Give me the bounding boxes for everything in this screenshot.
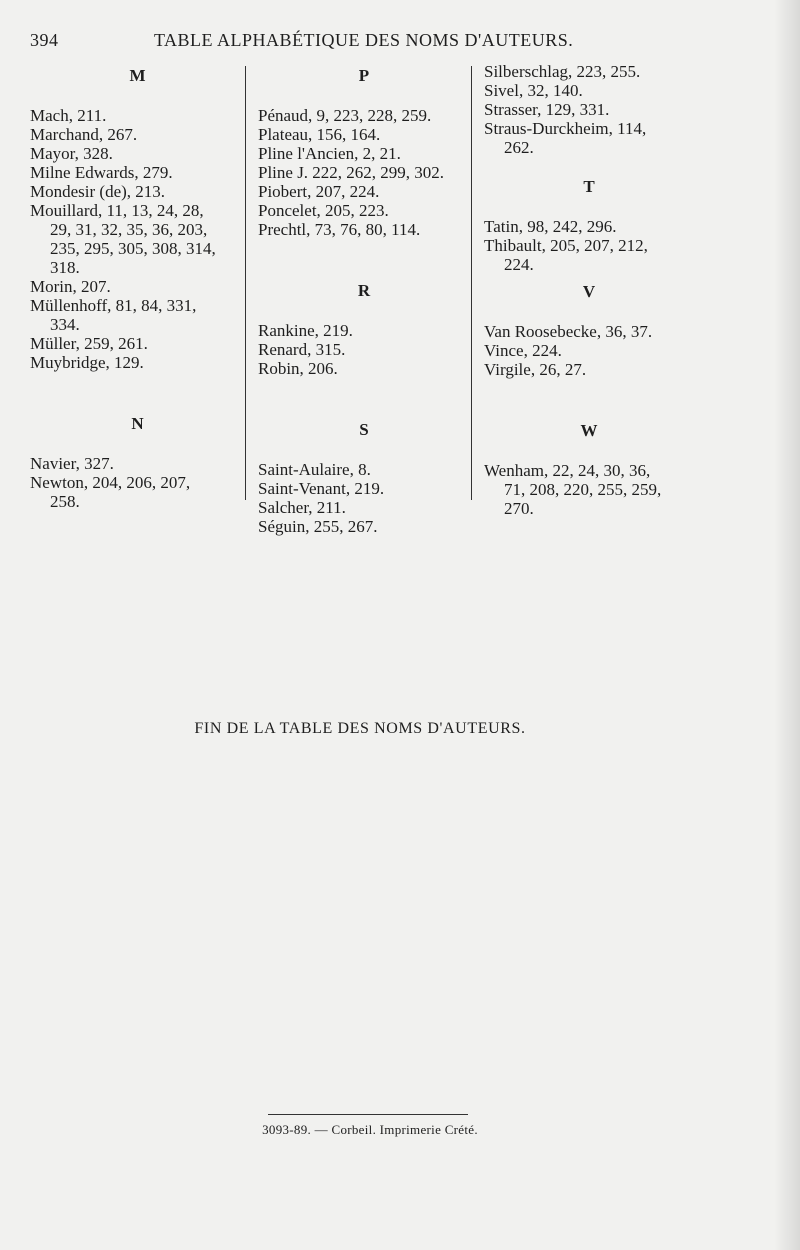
index-entry bbox=[30, 334, 245, 353]
index-entry-text: Morin, 207. bbox=[30, 277, 111, 296]
index-entry bbox=[258, 321, 470, 340]
index-entry-text: Pline l'Ancien, 2, 21. bbox=[258, 144, 401, 163]
section-letter-s: S bbox=[359, 420, 369, 439]
section-letter-w: W bbox=[580, 421, 598, 440]
index-entry bbox=[30, 144, 245, 163]
section-s-continued-entries bbox=[484, 62, 694, 157]
index-entry-text: Silberschlag, 223, 255. bbox=[484, 62, 641, 81]
index-entry-text: Newton, 204, 206, 207, bbox=[30, 473, 191, 492]
index-entry-text: Van Roosebecke, 36, 37. bbox=[484, 322, 653, 341]
index-entry bbox=[258, 359, 470, 378]
index-entry-continuation: 258. bbox=[50, 492, 80, 511]
index-entry bbox=[258, 163, 470, 182]
index-entry bbox=[30, 182, 245, 201]
column-divider bbox=[471, 66, 472, 500]
index-entry-text: Poncelet, 205, 223. bbox=[258, 201, 389, 220]
index-entry bbox=[484, 119, 694, 157]
index-column-3 bbox=[484, 62, 694, 518]
section-letter-p: P bbox=[358, 66, 370, 85]
index-entry bbox=[484, 236, 694, 274]
index-entry bbox=[30, 353, 245, 372]
section-letter-t: T bbox=[583, 177, 595, 196]
index-entry bbox=[30, 296, 245, 334]
index-entry bbox=[484, 322, 694, 341]
index-entry-text: Séguin, 255, 267. bbox=[258, 517, 378, 536]
section-v-entries bbox=[484, 322, 694, 379]
index-entry-text: Straus-Durckheim, 114, bbox=[484, 119, 647, 138]
index-entry bbox=[258, 479, 470, 498]
footer-rule bbox=[268, 1114, 468, 1115]
index-entry-text: Pénaud, 9, 223, 228, 259. bbox=[258, 106, 432, 125]
index-entry-text: Thibault, 205, 207, 212, bbox=[484, 236, 648, 255]
index-entry bbox=[258, 182, 470, 201]
index-entry-text: Saint-Venant, 219. bbox=[258, 479, 385, 498]
index-entry bbox=[30, 473, 245, 511]
section-r-entries bbox=[258, 321, 470, 378]
index-entry bbox=[30, 163, 245, 182]
index-entry bbox=[30, 277, 245, 296]
index-entry-text: Pline J. 222, 262, 299, 302. bbox=[258, 163, 445, 182]
section-p-entries bbox=[258, 106, 470, 239]
index-entry-continuation: 71, 208, 220, 255, 259, bbox=[504, 480, 662, 499]
index-entry bbox=[258, 340, 470, 359]
index-entry-text: Mondesir (de), 213. bbox=[30, 182, 166, 201]
index-entry-text: Rankine, 219. bbox=[258, 321, 353, 340]
index-entry-text: Wenham, 22, 24, 30, 36, bbox=[484, 461, 651, 480]
index-entry-text: Muybridge, 129. bbox=[30, 353, 144, 372]
index-entry bbox=[30, 201, 245, 277]
index-entry bbox=[484, 81, 694, 100]
index-entry-text: Vince, 224. bbox=[484, 341, 562, 360]
index-entry-text: Prechtl, 73, 76, 80, 114. bbox=[258, 220, 421, 239]
index-column-2 bbox=[258, 62, 470, 536]
index-entry-continuation: 334. bbox=[50, 315, 80, 334]
index-entry-continuation: 270. bbox=[504, 499, 534, 518]
index-entry bbox=[258, 106, 470, 125]
end-of-table-note: FIN DE LA TABLE DES NOMS D'AUTEURS. bbox=[194, 720, 526, 737]
index-entry-text: Renard, 315. bbox=[258, 340, 346, 359]
index-entry-continuation: 262. bbox=[504, 138, 534, 157]
index-entry bbox=[484, 100, 694, 119]
index-entry-text: Piobert, 207, 224. bbox=[258, 182, 380, 201]
section-n-entries bbox=[30, 454, 245, 511]
index-entry bbox=[30, 106, 245, 125]
index-entry bbox=[484, 62, 694, 81]
index-entry bbox=[258, 220, 470, 239]
index-entry-text: Sivel, 32, 140. bbox=[484, 81, 583, 100]
index-entry-text: Salcher, 211. bbox=[258, 498, 346, 517]
section-t-entries bbox=[484, 217, 694, 274]
index-entry-text: Marchand, 267. bbox=[30, 125, 138, 144]
section-letter-m: M bbox=[129, 66, 146, 85]
index-entry bbox=[258, 460, 470, 479]
section-letter-n: N bbox=[131, 414, 144, 433]
index-entry bbox=[484, 461, 694, 518]
section-w-entries bbox=[484, 461, 694, 518]
index-entry-continuation: 29, 31, 32, 35, 36, 203, bbox=[50, 220, 208, 239]
index-entry-text: Saint-Aulaire, 8. bbox=[258, 460, 371, 479]
section-s-entries bbox=[258, 460, 470, 536]
index-entry-text: Robin, 206. bbox=[258, 359, 338, 378]
index-entry-text: Müllenhoff, 81, 84, 331, bbox=[30, 296, 197, 315]
page-header bbox=[30, 30, 770, 56]
index-column-1 bbox=[30, 62, 245, 511]
index-entry bbox=[258, 125, 470, 144]
section-letter-v: V bbox=[582, 282, 596, 301]
index-entry bbox=[30, 125, 245, 144]
index-entry bbox=[30, 454, 245, 473]
index-entry-continuation: 318. bbox=[50, 258, 80, 277]
printer-imprint: 3093-89. — Corbeil. Imprimerie Crété. bbox=[262, 1122, 478, 1137]
index-entry-text: Plateau, 156, 164. bbox=[258, 125, 381, 144]
index-entry-text: Navier, 327. bbox=[30, 454, 114, 473]
index-entry-text: Tatin, 98, 242, 296. bbox=[484, 217, 617, 236]
section-letter-r: R bbox=[357, 281, 371, 300]
index-entry bbox=[258, 201, 470, 220]
page-number: 394 bbox=[30, 30, 59, 50]
index-entry-text: Mayor, 328. bbox=[30, 144, 113, 163]
index-entry-text: Milne Edwards, 279. bbox=[30, 163, 173, 182]
index-entry-text: Virgile, 26, 27. bbox=[484, 360, 587, 379]
index-entry bbox=[258, 498, 470, 517]
index-entry bbox=[258, 144, 470, 163]
page-edge-shadow bbox=[774, 0, 800, 1250]
running-title: TABLE ALPHABÉTIQUE DES NOMS D'AUTEURS. bbox=[154, 30, 574, 50]
index-entry-continuation: 224. bbox=[504, 255, 534, 274]
index-entry bbox=[484, 217, 694, 236]
index-entry-text: Mouillard, 11, 13, 24, 28, bbox=[30, 201, 204, 220]
index-entry-text: Müller, 259, 261. bbox=[30, 334, 148, 353]
index-entry-continuation: 235, 295, 305, 308, 314, bbox=[50, 239, 216, 258]
index-entry bbox=[484, 360, 694, 379]
index-entry bbox=[484, 341, 694, 360]
column-divider bbox=[245, 66, 246, 500]
index-entry bbox=[258, 517, 470, 536]
index-entry-text: Mach, 211. bbox=[30, 106, 107, 125]
index-entry-text: Strasser, 129, 331. bbox=[484, 100, 610, 119]
section-m-entries bbox=[30, 106, 245, 372]
